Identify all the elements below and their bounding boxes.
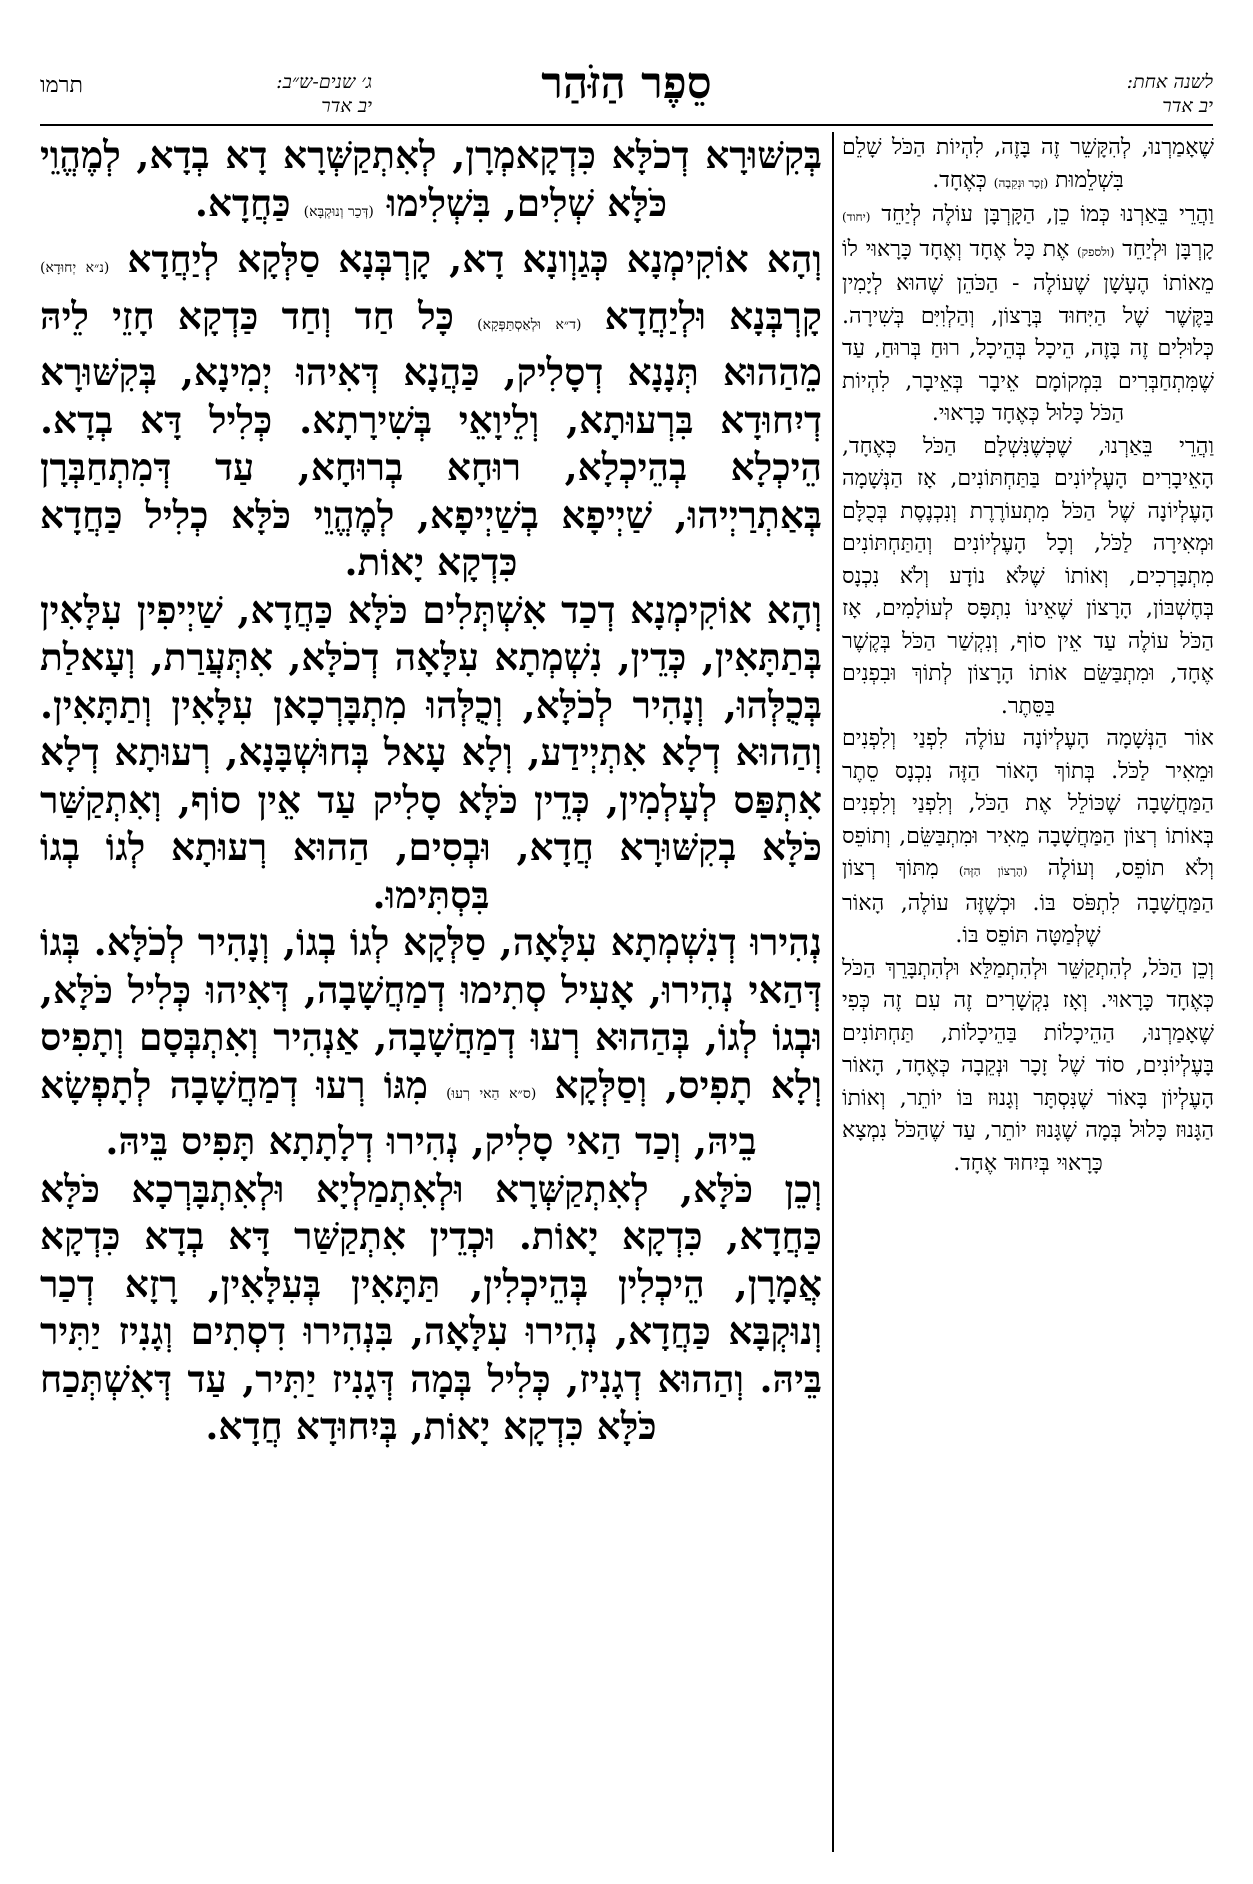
page-number: תרמו bbox=[40, 73, 83, 98]
header-right-line2: יב אדר bbox=[1162, 95, 1213, 117]
text-segment: וְכֵן כֹּלָּא, לְאִתְקַשְּׁרָא וּלְאִתְמַלְיָא וּלְאִתְבָּרְכָא כֹּלָּא כַּחֲדָא, כִּדְקָא יָאוֹת. וּכְדֵין אִתְקַשַּׁר דָּא בְדָא כִּדְקָא אֲמָרָן, הֵיכְלִין בְּהֵיכְלִין, תַּתָּאִין בְּעִלָּאִין, רָזָא דְכַר וְנוּקְבָּא כַּחֲדָא, נְהִירוּ עִלָּאָה, בִּנְהִירוּ דִסְתִים וְגָנִיז יַתִּיר בֵּיהּ. וְהַהוּא דְגָנִיז, כְּלִיל בְּמָה דְּגָנִיז יַתִּיר, עַד דְּאִשְׁתְּכַח כֹּלָּא כִּדְקָא יָאוֹת, בְּיִחוּדָא חֲדָא. bbox=[40, 1166, 822, 1448]
side-paragraph bbox=[842, 723, 1214, 953]
header-left-line2: יב אדר bbox=[321, 95, 372, 117]
text-segment: מִתּוֹךְ רְצוֹן הַמַּחֲשָׁבָה לִתְפֹּס בּוֹ. וּכְשֶׁזֶּה עוֹלֶה, הָאוֹר שֶׁלְּמַטָּה תּוֹפֵס בּוֹ. bbox=[842, 856, 1214, 948]
bracket-note: (ד״א וּלְאַסְתַּפְּקָא) bbox=[477, 316, 582, 333]
main-paragraph bbox=[40, 1166, 822, 1451]
text-segment: קָרְבָּן וּלְיַחֵד bbox=[1114, 236, 1214, 262]
text-segment: קָרְבְּנָא וּלְיַחֲדָא bbox=[581, 293, 822, 338]
bracket-note: (הָרָצוֹן הַזֶּה) bbox=[958, 864, 1028, 878]
main-paragraph bbox=[40, 919, 822, 1166]
main-paragraph bbox=[40, 587, 822, 920]
text-segment: כַּחֲדָא. bbox=[194, 180, 304, 225]
text-segment: וַהֲרֵי בֵּאַרְנוּ כְּמוֹ כֵן, הַקָּרְבָּן עוֹלֶה לְיַחֵד bbox=[870, 202, 1214, 227]
text-segment: וְכֵן הַכֹּל, לְהִתְקַשֵּׁר וּלְהִתְמַלֵּא וּלְהִתְבָּרֵךְ הַכֹּל כְּאֶחָד כָּרָאוּי. וְאָז נִקְשָׁרִים זֶה עִם זֶה כְּפִי שֶׁאָמַרְנוּ, הַהֵיכָלוֹת בַּהֵיכָלוֹת, תַּחְתּוֹנִים בָּעֶלְיוֹנִים, סוֹד שֶׁל זָכָר וּנְקֵבָה כְּאֶחָד, הָאוֹר הָעֶלְיוֹן בָּאוֹר שֶׁנִּסְתָּר וְגָנוּז בּוֹ יוֹתֵר, וְאוֹתוֹ הַגָּנוּז כָּלוּל בְּמָה שֶׁגָּנוּז יוֹתֵר, עַד שֶׁהַכֹּל נִמְצָא כָּרָאוּי בְּיִחוּד אֶחָד. bbox=[842, 955, 1214, 1176]
side-paragraph bbox=[842, 953, 1214, 1181]
column-divider bbox=[832, 132, 834, 1852]
header-right-info bbox=[853, 70, 1213, 118]
text-segment: וַהֲרֵי בֵּאַרְנוּ, שֶׁכְּשֶׁנִּשְׁלָם הַכֹּל כְּאֶחָד, הָאֵיבָרִים הָעֶלְיוֹנִים בַּתַּחְתּוֹנִים, אָז הַנְּשָׁמָה הָעֶלְיוֹנָה שֶׁל הַכֹּל מִתְעוֹרֶרֶת וְנִכְנֶסֶת בְּכֻלָּם וּמְאִירָה לַכֹּל, וְכָל הָעֶלְיוֹנִים וְהַתַּחְתּוֹנִים מִתְבָּרְכִים, וְאוֹתוֹ שֶׁלֹּא נוֹדָע וְלֹא נִכְנָס בְּחֶשְׁבּוֹן, הָרָצוֹן שֶׁאֵינוֹ נִתְפָּס לְעוֹלָמִים, אָז הַכֹּל עוֹלֶה עַד אֵין סוֹף, וְנִקְשַׁר הַכֹּל בְּקֶשֶׁר אֶחָד, וּמִתְבַּשֵּׂם אוֹתוֹ הָרָצוֹן לְתוֹךְ וּבִפְנִים בַּסֵּתֶר. bbox=[842, 433, 1214, 719]
aramaic-text-column bbox=[40, 132, 822, 1852]
side-paragraph bbox=[842, 132, 1214, 199]
text-segment: כְּאֶחָד. bbox=[932, 167, 994, 193]
text-segment: אוֹר הַנְּשָׁמָה הָעֶלְיוֹנָה עוֹלֶה לִפְנַי וְלִפְנִים וּמֵאִיר לַכֹּל. בְּתוֹךְ הָאוֹר הַזֶּה נִכְנָס סֵתֶר הַמַּחֲשָׁבָה שֶׁכּוֹלֵל אֶת הַכֹּל, וְלִפְנַי וְלִפְנִים בְּאוֹתוֹ רְצוֹן הַמַּחֲשָׁבָה מֵאִיר וּמִתְבַּשֵּׂם, וְתוֹפֵס וְלֹא תוֹפֵס, וְעוֹלֶה bbox=[842, 726, 1214, 881]
bracket-note: (זָכָר וּנְקֵבָה) bbox=[993, 175, 1049, 190]
text-segment: בְּקִשּׁוּרָא דְכֹלָּא כִּדְקָאמְרָן, לְאִתְקַשְּׁרָא דָא בְדָא, לְמֶהֱוֵי כֹּלָּא שְׁלִים, בִּשְׁלִימוּ bbox=[40, 133, 822, 225]
text-segment: אֶת כָּל אֶחָד וְאֶחָד כָּרָאוּי לוֹ מֵאוֹתוֹ הֶעָשָׁן שֶׁעוֹלֶה - הַכֹּהֵן שֶׁהוּא לְיָמִין בַּקֶּשֶׁר שֶׁל הַיִּחוּד בְּרָצוֹן, וְהַלְוִיִּם בְּשִׁירָה. כְּלוּלִים זֶה בָּזֶה, הֵיכָל בְּהֵיכָל, רוּחַ בְּרוּחַ, עַד שֶׁמִּתְחַבְּרִים בִּמְקוֹמָם אֵיבָר בְּאֵיבָר, לִהְיוֹת הַכֹּל כָּלוּל כְּאֶחָד כָּרָאוּי. bbox=[842, 236, 1214, 426]
bracket-note: (יחוד) bbox=[842, 210, 871, 224]
text-segment: מִגּוֹ רְעוּ דְמַחֲשָׁבָה לְתָפְשָׂא בֵיהּ, וְכַד הַאי סָלִיק, נְהִירוּ דְלָתָתָא תָּפִיס בֵּיהּ. bbox=[40, 1062, 757, 1163]
text-segment: וְהָא אוֹקִימְנָא כְּגַוְונָא דָא, קָרְבְּנָא סַלְּקָא לְיַחֲדָא bbox=[109, 237, 822, 281]
bracket-note: (דְּכַר וְנוּקְבָּא) bbox=[303, 203, 374, 220]
main-paragraph bbox=[40, 132, 822, 236]
text-segment: שֶׁאָמַרְנוּ, לְהִקָּשֵׁר זֶה בָּזֶה, לִהְיוֹת הַכֹּל שָׁלֵם בִּשְׁלֵמוּת bbox=[842, 135, 1214, 193]
page-header bbox=[40, 58, 1213, 128]
hebrew-translation-column bbox=[842, 132, 1214, 1852]
text-segment: כָּל חַד וְחַד כַּדְקָא חָזֵי לֵיהּ מֵהַהוּא תְּנָנָא דְסָלִיק, כַּהֲנָא דְּאִיהוּ יְמִינָא, בְּקִשּׁוּרָא דְיִחוּדָא בִּרְעוּתָא, וְלֵיוָאֵי בְּשִׁירָתָא. כְּלִיל דָּא בְדָא. הֵיכְלָא בְהֵיכְלָא, רוּחָא בְרוּחָא, עַד דְּמִתְחַבְּרָן בְּאַתְרַיְיהוּ, שַׁיְיפָא בְשַׁיְיפָא, לְמֶהֱוֵי כֹּלָּא כְלִיל כַּחֲדָא כִּדְקָא יָאוֹת. bbox=[40, 293, 822, 584]
side-paragraph bbox=[842, 431, 1214, 724]
text-segment: וְהָא אוֹקִימְנָא דְכַד אִשְׁתְּלִים כֹּלָּא כַּחֲדָא, שַׁיְיפִין עִלָּאִין בְּתַתָּאִין, כְּדֵין, נִשְׁמְתָא עִלָּאָה דְכֹלָּא, אִתְּעֲרַת, וְעָאלַת בְּכֻלְּהוּ, וְנָהִיר לְכֹלָּא, וְכֻלְּהוּ מִתְבָּרְכָאן עִלָּאִין וְתַתָּאִין. וְהַהוּא דְלָא אִתְיְידַע, וְלָא עָאל בְּחוּשְׁבָּנָא, רְעוּתָא דְלָא אִתְפַּס לְעָלְמִין, כְּדֵין כֹּלָּא סָלִיק עַד אֵין סוֹף, וְאִתְקַשַּׁר כֹּלָּא בְקִשּׁוּרָא חֲדָא, וּבְסִים, הַהוּא רְעוּתָא לְגוֹ בְגוֹ בִּסְתִּימוּ. bbox=[40, 587, 822, 917]
header-left-line1: ג׳ שנים-ש״ב: bbox=[276, 71, 372, 93]
side-paragraph bbox=[842, 199, 1214, 431]
book-title: סֵפֶר הַזֹּהַר bbox=[541, 58, 712, 109]
bracket-note: (ולספק) bbox=[1076, 244, 1115, 259]
bracket-note: (נ״א יְחוּדָא) bbox=[40, 260, 110, 276]
bracket-note: (ס״א הַאי רְעוּ) bbox=[446, 1085, 537, 1102]
text-segment: נְהִירוּ דְנִשְׁמְתָא עִלָּאָה, סַלְּקָא לְגוֹ בְגוֹ, וְנָהִיר לְכֹלָּא. בְּגוֹ דְּהַאי נְהִירוּ, אָעִיל סְתִימוּ דְמַחֲשָׁבָה, דְּאִיהוּ כְּלִיל כֹּלָּא, וּבְגוֹ לְגוֹ, בְּהַהוּא רְעוּ דְמַחֲשָׁבָה, אַנְהִיר וְאִתְבְּסָם וְתָפִיס וְלָא תָפִיס, וְסַלְּקָא bbox=[40, 920, 822, 1107]
header-rule bbox=[40, 124, 1213, 126]
header-right-line1: לשנה אחת: bbox=[1126, 71, 1213, 93]
main-paragraph bbox=[40, 236, 822, 587]
